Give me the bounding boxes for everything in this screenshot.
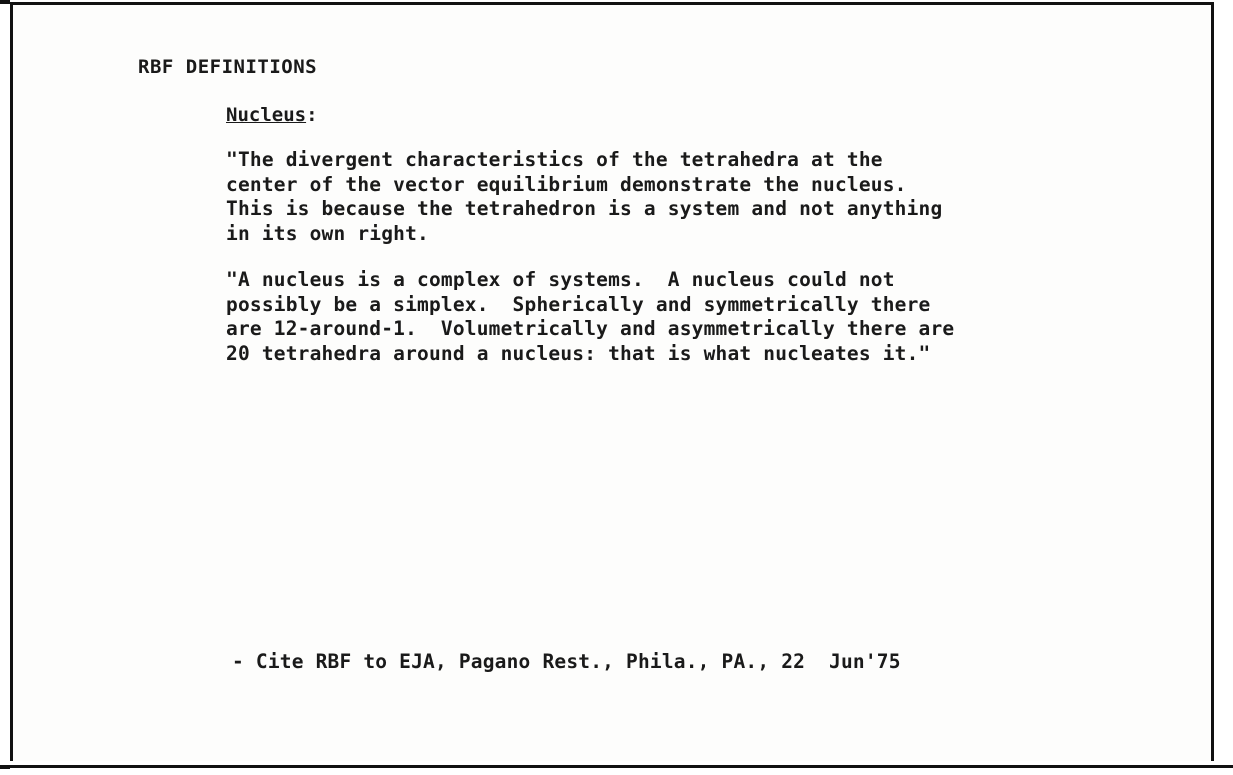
paragraph-line: "A nucleus is a complex of systems. A nucleus could not <box>226 268 895 291</box>
quote-paragraph-1 <box>226 148 942 246</box>
quote-paragraph-2 <box>226 268 954 366</box>
paragraph-line: in its own right. <box>226 221 429 245</box>
paragraph-line: possibly be a simplex. Spherically and symmetrically there <box>226 292 931 316</box>
citation-line: - Cite RBF to EJA, Pagano Rest., Phila., PA., 22 Jun'75 <box>232 650 901 673</box>
card-bottom-rule <box>0 765 1233 768</box>
term-colon: : <box>306 104 318 126</box>
paragraph-line: "The divergent characteristics of the tetrahedra at the <box>226 148 883 171</box>
paragraph-line: center of the vector equilibrium demonstrate the nucleus. <box>226 172 907 196</box>
card-heading: RBF DEFINITIONS <box>138 56 318 78</box>
term-heading <box>226 104 318 126</box>
term-label: Nucleus <box>226 104 307 126</box>
paragraph-line: This is because the tetrahedron is a system and not anything <box>226 197 943 220</box>
definition-card <box>10 2 1214 761</box>
paragraph-line: are 12-around-1. Volumetrically and asymmetrically there are <box>226 317 955 340</box>
border-tick-top <box>0 0 10 4</box>
paragraph-line: 20 tetrahedra around a nucleus: that is what nucleates it." <box>226 341 931 365</box>
